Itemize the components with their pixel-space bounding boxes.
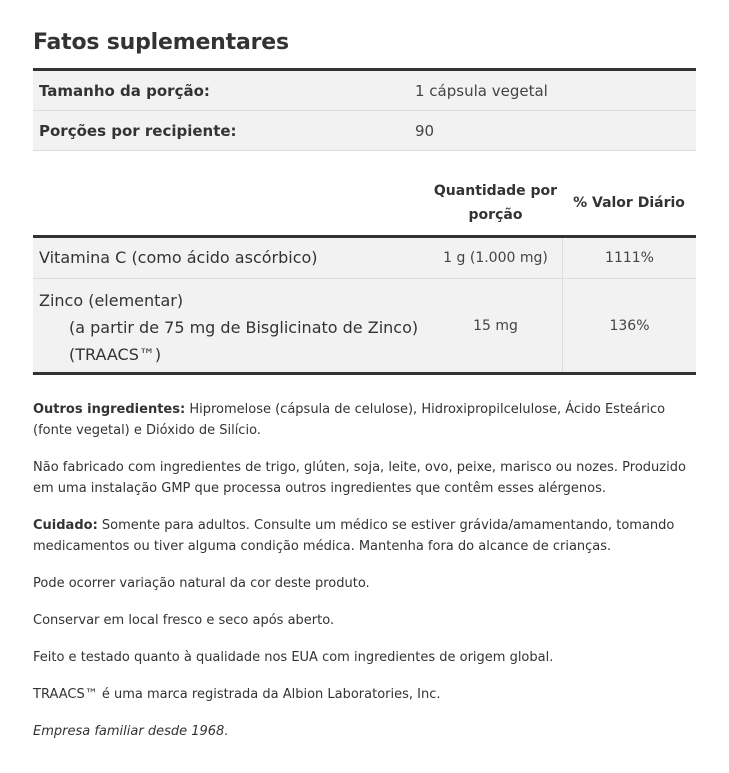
product-notes	[33, 399, 696, 758]
servings-per-container-value: 90	[415, 121, 435, 140]
header-spacer	[33, 172, 429, 235]
nutrient-amount: 1 g (1.000 mg)	[429, 238, 563, 278]
family-company-text: Empresa familiar desde 1968.	[33, 724, 229, 739]
family-company-note	[33, 721, 696, 742]
nutrient-table	[33, 172, 696, 375]
nutrient-name: Vitamina C (como ácido ascórbico)	[39, 248, 318, 267]
storage-note: Conservar em local fresco e seco após aberto.	[33, 613, 335, 628]
header-amount-line2: porção	[468, 207, 523, 223]
color-variation-note: Pode ocorrer variação natural da cor deste produto.	[33, 576, 370, 591]
page-title: Fatos suplementares	[33, 30, 289, 55]
serving-size-value: 1 cápsula vegetal	[415, 81, 548, 100]
nutrient-daily-value: 1111%	[605, 250, 654, 266]
made-tested-note: Feito e testado quanto à qualidade nos EUA com ingredientes de origem global.	[33, 650, 554, 665]
serving-info-table	[33, 68, 696, 151]
nutrient-name: Zinco (elementar)	[39, 291, 184, 310]
allergen-statement: Não fabricado com ingredientes de trigo, glúten, soja, leite, ovo, peixe, marisco ou nozes. Produzido em uma instalação GMP que processa outros ingredientes que contêm esses alérgenos.	[33, 460, 686, 496]
other-ingredients	[33, 399, 696, 441]
table-row	[33, 238, 696, 279]
header-amount-per-serving	[429, 172, 562, 235]
serving-size-row	[33, 71, 696, 111]
caution-statement	[33, 515, 696, 557]
table-row	[33, 279, 696, 375]
serving-size-label: Tamanho da porção:	[39, 81, 210, 100]
other-ingredients-label: Outros ingredientes:	[33, 402, 186, 417]
nutrient-daily-value: 136%	[609, 317, 650, 334]
header-amount-line1: Quantidade por	[433, 183, 558, 199]
nutrient-name-block	[33, 279, 429, 372]
header-daily-value: % Valor Diário	[573, 195, 685, 211]
nutrient-source: (a partir de 75 mg de Bisglicinato de Zinco)	[69, 318, 419, 337]
other-ingredients-text: Hipromelose (cápsula de celulose), Hidroxipropilcelulose, Ácido Esteárico (fonte vegetal) e Dióxido de Silício.	[33, 402, 666, 438]
servings-per-container-label: Porções por recipiente:	[39, 121, 237, 140]
caution-label: Cuidado:	[33, 518, 98, 533]
nutrient-amount: 15 mg	[429, 279, 563, 372]
servings-per-container-row	[33, 111, 696, 151]
nutrient-source-trademark: (TRAACS™)	[69, 345, 162, 364]
trademark-note: TRAACS™ é uma marca registrada da Albion Laboratories, Inc.	[33, 687, 441, 702]
caution-text: Somente para adultos. Consulte um médico se estiver grávida/amamentando, tomando medicamentos ou tiver alguma condição médica. Mantenha fora do alcance de crianças.	[33, 518, 675, 554]
nutrient-table-header	[33, 172, 696, 238]
